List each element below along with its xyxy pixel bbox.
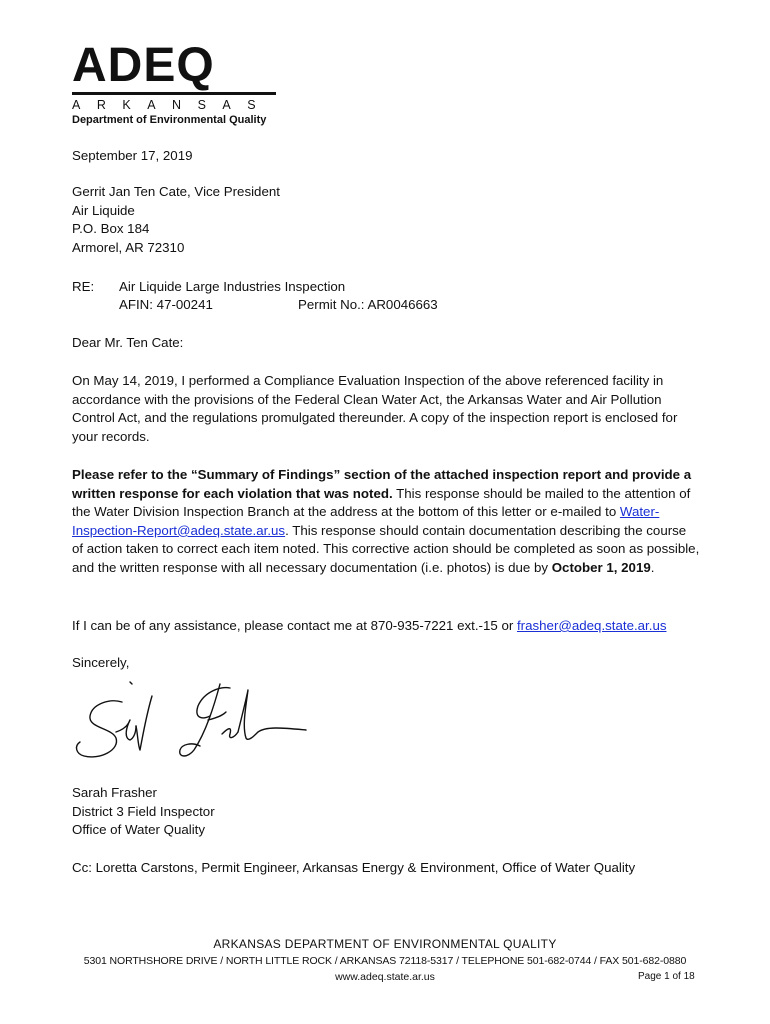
findings-text-a: This response should be mailed to the attention of the Water Division Inspection Branch at the address at the bottom of this letter or e-mailed to — [72, 485, 691, 520]
page-number: Page 1 of 18 — [638, 971, 695, 982]
contact-text: If I can be of any assistance, please contact me at 870-935-7221 ext.-15 or — [72, 618, 517, 633]
cc-line: Cc: Loretta Carstons, Permit Engineer, Arkansas Energy & Environment, Office of Water Quality — [72, 860, 636, 875]
findings-text-c: . — [650, 559, 655, 575]
footer-address: 5301 NORTHSHORE DRIVE / NORTH LITTLE ROCK / ARKANSAS 72118-5317 / TELEPHONE 501-682-0744 / FAX 501-682-0880 — [83, 955, 687, 967]
paragraph-findings — [72, 466, 700, 578]
recipient-name: Gerrit Jan Ten Cate, Vice President — [72, 184, 280, 199]
signer-block — [72, 784, 215, 840]
inspector-email-link[interactable]: frasher@adeq.state.ar.us — [516, 618, 667, 633]
recipient-company: Air Liquide — [72, 202, 135, 218]
signer-office: Office of Water Quality — [72, 822, 206, 838]
signer-name: Sarah Frasher — [72, 785, 157, 800]
paragraph-inspection: On May 14, 2019, I performed a Compliance Evaluation Inspection of the above referenced facility in accordance with the provisions of the Federal Clean Water Act, the Arkansas Water and Air Pollution Control Act, and the regulations promulgated thereunder. A copy of the inspection report is enclosed for your records. — [72, 373, 678, 444]
salutation: Dear Mr. Ten Cate: — [72, 335, 184, 350]
logo-state: ARKANSAS — [72, 98, 273, 112]
paragraph-contact — [72, 617, 712, 636]
footer-title: ARKANSAS DEPARTMENT OF ENVIRONMENTAL QUALITY — [213, 937, 557, 951]
signer-title: District 3 Field Inspector — [72, 803, 215, 819]
closing: Sincerely, — [72, 655, 130, 670]
recipient-po-box: P.O. Box 184 — [72, 221, 150, 237]
report-email-link[interactable]: Water-Inspection-Report@adeq.state.ar.us — [72, 504, 660, 538]
letter-date: September 17, 2019 — [72, 148, 193, 163]
recipient-block — [72, 183, 280, 257]
due-date: October 1, 2019 — [551, 559, 651, 575]
findings-text-b: . This response should contain documentation describing the course of action taken to correct each item noted. This corrective action should be completed as soon as possible, and the written response with all necessary documentation (i.e. photos) is due by — [72, 522, 700, 575]
signature-image — [70, 676, 320, 776]
re-label: RE: — [72, 279, 95, 294]
letterhead — [72, 40, 292, 130]
logo-rule — [72, 92, 276, 95]
findings-bold-intro: Please refer to the “Summary of Findings” section of the attached inspection report and provide a written response for each violation that was noted. — [72, 467, 692, 501]
adeq-logo: ADEQ — [72, 39, 215, 92]
re-afin: AFIN: 47-00241 — [119, 297, 213, 312]
footer-website: www.adeq.state.ar.us — [335, 971, 435, 983]
recipient-city: Armorel, AR 72310 — [72, 239, 185, 255]
re-permit: Permit No.: AR0046663 — [298, 297, 438, 312]
logo-department: Department of Environmental Quality — [72, 114, 267, 126]
re-subject: Air Liquide Large Industries Inspection — [119, 279, 346, 294]
